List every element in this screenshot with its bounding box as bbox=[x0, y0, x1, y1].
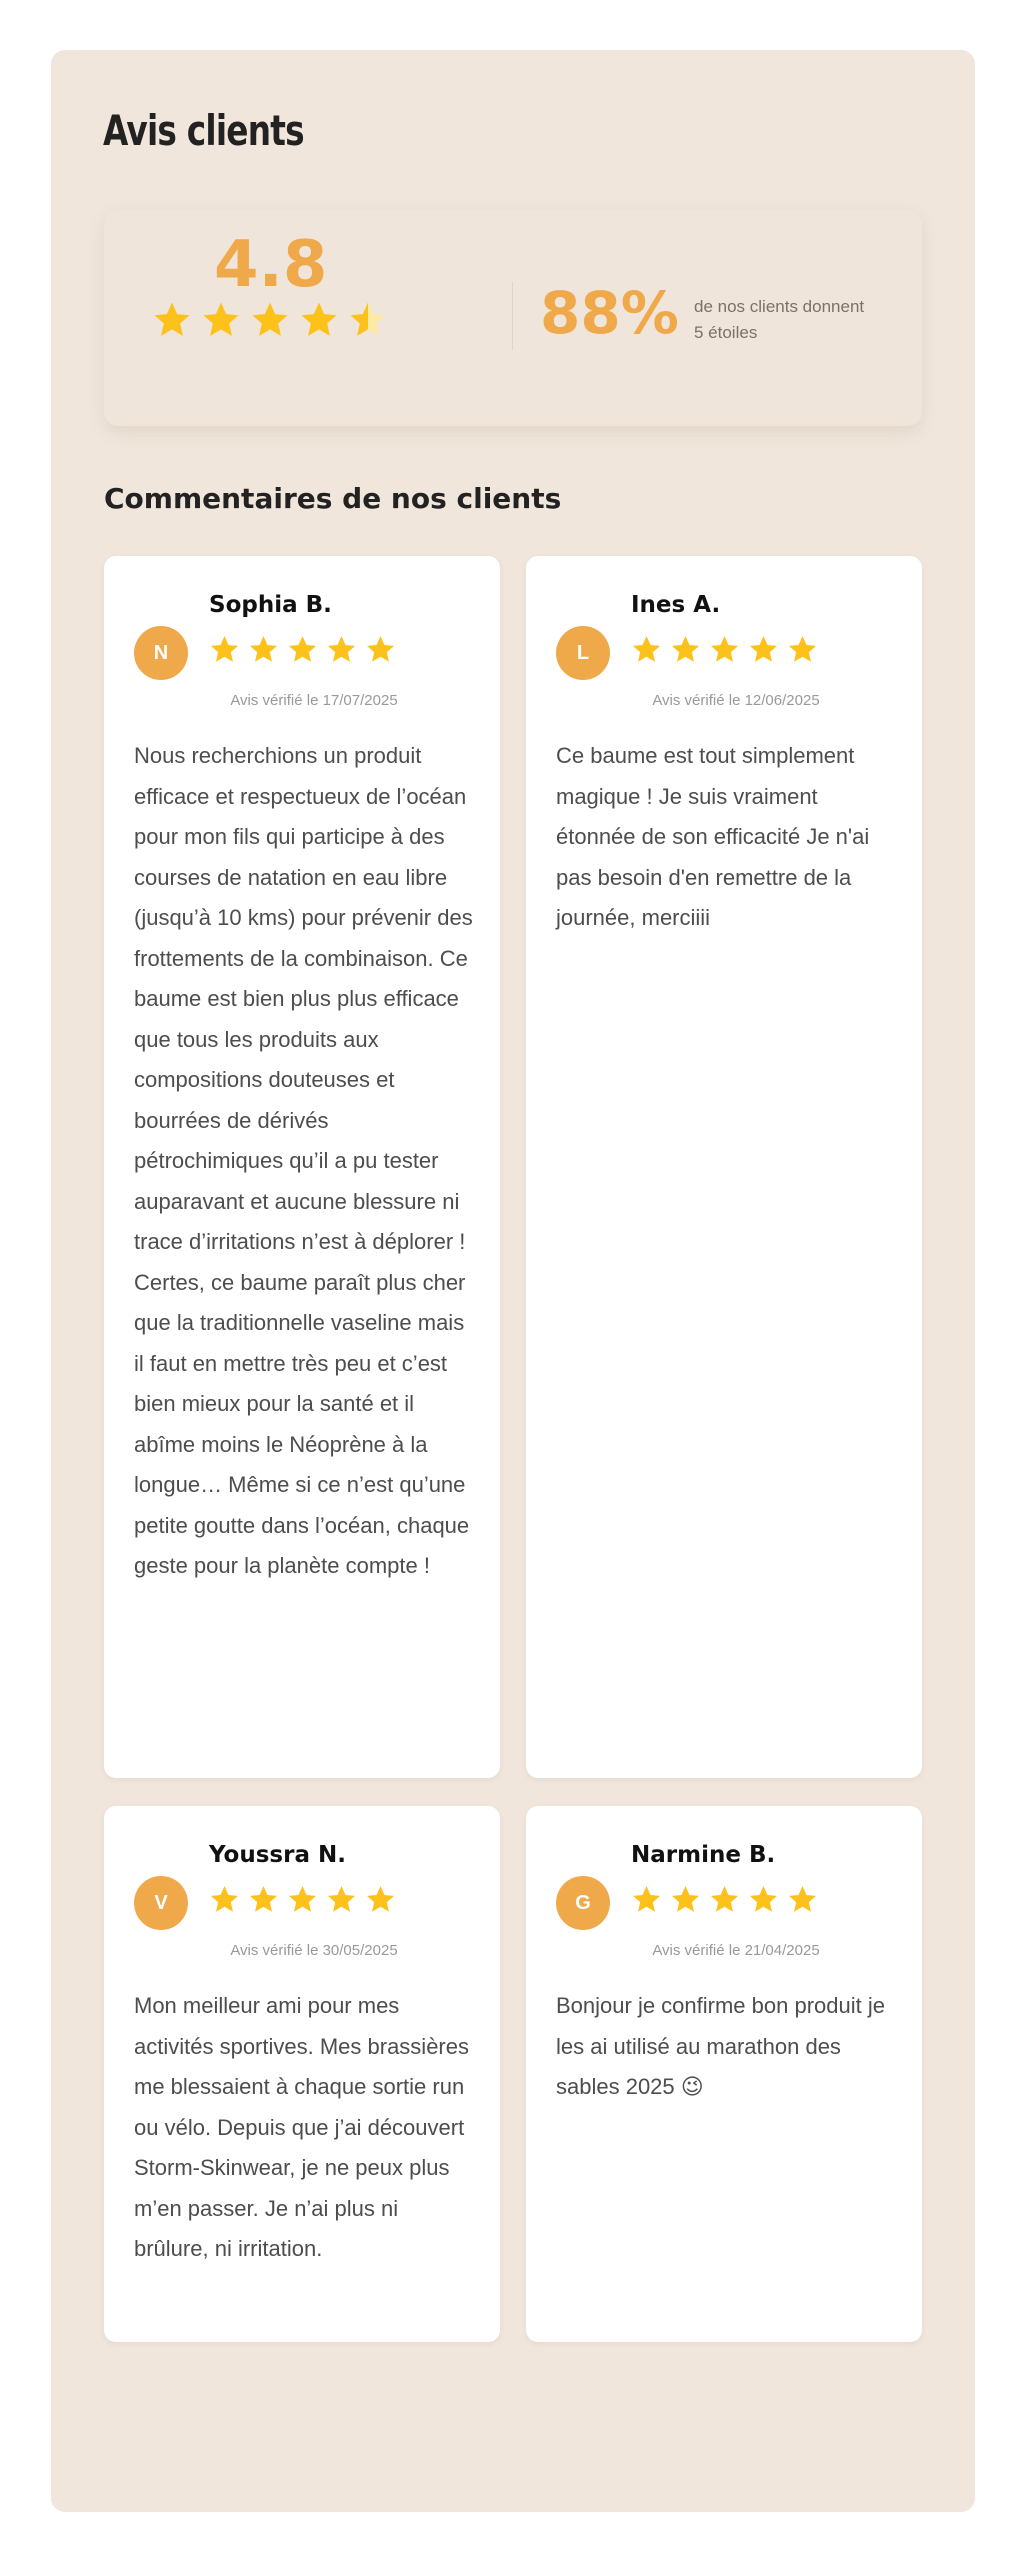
star-icon bbox=[201, 300, 241, 340]
star-icon bbox=[299, 300, 339, 340]
reviewer-name: Narmine B. bbox=[631, 1842, 776, 1868]
review-stars bbox=[631, 634, 818, 665]
review-text: Bonjour je confirme bon produit je les ai utilisé au marathon des sables 2025 😉 bbox=[556, 1993, 885, 2099]
review-text: Ce baume est tout simplement magique ! Je suis vraiment étonnée de son efficacité Je n'ai pas besoin d'en remettre de la journée, merciiii bbox=[556, 743, 870, 930]
avatar: N bbox=[134, 626, 188, 680]
star-icon bbox=[248, 634, 279, 665]
verified-date: Avis vérifié le 17/07/2025 bbox=[230, 692, 398, 709]
average-rating-stars bbox=[152, 300, 388, 342]
reviewer-name: Youssra N. bbox=[209, 1842, 346, 1868]
five-star-caption bbox=[694, 294, 914, 346]
star-icon bbox=[365, 1884, 396, 1915]
rating-summary bbox=[104, 210, 922, 426]
verified-date: Avis vérifié le 30/05/2025 bbox=[230, 1942, 398, 1959]
review-stars bbox=[209, 1884, 396, 1915]
verified-date: Avis vérifié le 12/06/2025 bbox=[652, 692, 820, 709]
review-card bbox=[104, 1806, 500, 2342]
five-star-caption-line1: de nos clients donnent bbox=[694, 297, 865, 316]
reviewer-name: Ines A. bbox=[631, 592, 721, 618]
star-icon bbox=[152, 300, 192, 340]
star-icon bbox=[365, 634, 396, 665]
star-icon bbox=[631, 1884, 662, 1915]
review-card bbox=[526, 556, 922, 1778]
avatar: V bbox=[134, 1876, 188, 1930]
summary-divider bbox=[512, 282, 513, 350]
section-title: Commentaires de nos clients bbox=[104, 482, 562, 515]
star-icon bbox=[787, 634, 818, 665]
five-star-percent: 88% bbox=[540, 279, 679, 347]
star-icon bbox=[209, 1884, 240, 1915]
reviews-panel bbox=[51, 50, 975, 2512]
five-star-caption-line2: 5 étoiles bbox=[694, 323, 758, 342]
review-card bbox=[526, 1806, 922, 2342]
star-icon bbox=[670, 634, 701, 665]
star-icon bbox=[250, 300, 290, 340]
star-icon bbox=[787, 1884, 818, 1915]
star-icon bbox=[670, 1884, 701, 1915]
star-icon bbox=[631, 634, 662, 665]
star-icon bbox=[326, 634, 357, 665]
avatar: L bbox=[556, 626, 610, 680]
reviewer-name: Sophia B. bbox=[209, 592, 332, 618]
average-rating: 4.8 bbox=[214, 228, 328, 302]
star-icon bbox=[748, 1884, 779, 1915]
star-icon bbox=[748, 634, 779, 665]
review-stars bbox=[631, 1884, 818, 1915]
star-icon bbox=[326, 1884, 357, 1915]
review-stars bbox=[209, 634, 396, 665]
review-text: Nous recherchions un produit efficace et respectueux de l’océan pour mon fils qui participe à des courses de natation en eau libre (jusqu’à 10 kms) pour prévenir des frottements de la combinaison. Ce baume est bien plus plus efficace que tous les produits aux compositions douteuses et bourrées de dérivés pétrochimiques qu’il a pu tester auparavant et aucune blessure ni trace d’irritations n’est à déplorer ! Certes, ce baume paraît plus cher que la traditionnelle vaseline mais il faut en mettre très peu et c’est bien mieux pour la santé et il abîme moins le Néoprène à la longue… Même si ce n’est qu’une petite goutte dans l’océan, chaque geste pour la planète compte ! bbox=[134, 743, 473, 1578]
verified-date: Avis vérifié le 21/04/2025 bbox=[652, 1942, 820, 1959]
page-title: Avis clients bbox=[103, 106, 304, 155]
star-icon bbox=[287, 1884, 318, 1915]
star-icon bbox=[287, 634, 318, 665]
star-icon bbox=[209, 634, 240, 665]
star-icon bbox=[248, 1884, 279, 1915]
avatar: G bbox=[556, 1876, 610, 1930]
review-text: Mon meilleur ami pour mes activités sportives. Mes brassières me blessaient à chaque sortie run ou vélo. Depuis que j’ai découvert Storm-Skinwear, je ne peux plus m’en passer. Je n’ai plus ni brûlure, ni irritation. bbox=[134, 1993, 469, 2261]
review-card bbox=[104, 556, 500, 1778]
star-icon bbox=[709, 1884, 740, 1915]
half-star-icon bbox=[348, 300, 388, 340]
star-icon bbox=[709, 634, 740, 665]
